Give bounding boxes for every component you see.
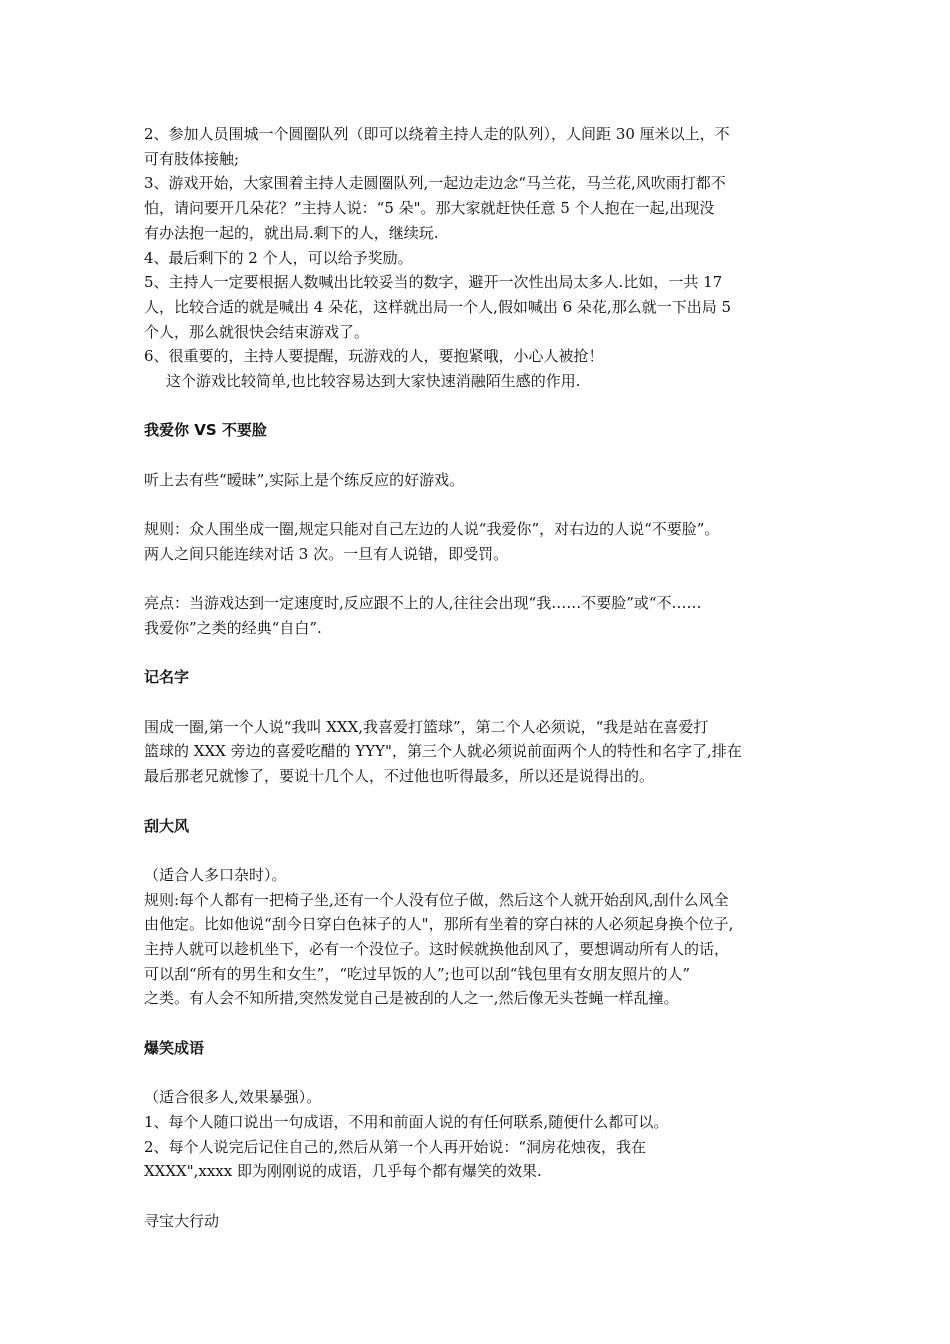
text-line: 3、游戏开始，大家围着主持人走圆圈队列,一起边走边念“马兰花，马兰花,风吹雨打都不 — [144, 174, 726, 193]
text-line: 最后那老兄就惨了，要说十几个人，不过他也听得最多，所以还是说得出的。 — [144, 767, 655, 786]
text-line: 篮球的 XXX 旁边的喜爱吃醋的 YYY"，第三个人就必须说前面两个人的特性和名字了,排在 — [144, 742, 742, 761]
text-line: 可以刮“所有的男生和女生”，“吃过早饭的人”;也可以刮“钱包里有女朋友照片的人” — [144, 964, 691, 983]
section-heading-plain: 寻宝大行动 — [144, 1211, 220, 1230]
text-line: 两人之间只能连续对话 3 次。一旦有人说错，即受罚。 — [144, 544, 509, 563]
text-line: 2、参加人员围城一个圆圈队列（即可以绕着主持人走的队列），人间距 30 厘米以上，不 — [144, 125, 730, 143]
text-line: 4、最后剩下的 2 个人，可以给予奖励。 — [144, 248, 413, 267]
text-line: 2、每个人说完后记住自己的,然后从第一个人再开始说：“洞房花烛夜，我在 — [144, 1137, 646, 1156]
text-line: 这个游戏比较简单,也比较容易达到大家快速消融陌生感的作用. — [166, 372, 581, 391]
section-heading: 记名字 — [144, 668, 190, 687]
text-line: 听上去有些“暧昧”,实际上是个练反应的好游戏。 — [144, 470, 465, 489]
text-line: 我爱你”之类的经典“自白”. — [144, 619, 322, 637]
text-line: 主持人就可以趁机坐下，必有一个没位子。这时候就换他刮风了，要想调动所有人的话， — [144, 940, 730, 959]
text-line: （适合很多人,效果暴强）。 — [144, 1088, 322, 1107]
text-line: 个人，那么就很快会结束游戏了。 — [144, 322, 370, 341]
section-heading: 刮大风 — [144, 816, 190, 835]
text-line: 怕，请问要开几朵花？”主持人说：“5 朵"。那大家就赶快任意 5 个人抱在一起,出现没 — [144, 199, 715, 218]
text-line: 有办法抱一起的，就出局.剩下的人，继续玩. — [144, 223, 439, 242]
text-line: 围成一圈,第一个人说“我叫 XXX,我喜爱打篮球”，第二个人必须说，“我是站在喜爱打 — [144, 717, 709, 736]
text-line: 规则:每个人都有一把椅子坐,还有一个人没有位子做，然后这个人就开始刮风,刮什么风全 — [144, 890, 729, 909]
text-line: 可有肢体接触; — [144, 149, 240, 168]
text-line: 亮点：当游戏达到一定速度时,反应跟不上的人,往往会出现“我……不要脸”或“不…… — [144, 594, 702, 613]
text-line: （适合人多口杂时）。 — [144, 865, 287, 884]
intro-paragraph — [144, 122, 824, 394]
section-heading: 爆笑成语 — [144, 1038, 205, 1057]
text-line: 人，比较合适的就是喊出 4 朵花，这样就出局一个人,假如喊出 6 朵花,那么就一下出局 5 — [144, 297, 732, 316]
text-line: 规则：众人围坐成一圈,规定只能对自己左边的人说“我爱你”，对右边的人说“不要脸”。 — [144, 520, 720, 539]
text-line: 之类。有人会不知所措,突然发觉自己是被刮的人之一,然后像无头苍蝇一样乱撞。 — [144, 989, 679, 1008]
section-heading: 我爱你 VS 不要脸 — [144, 421, 267, 440]
document-body — [144, 122, 824, 1233]
text-line: 5、主持人一定要根据人数喊出比较妥当的数字，避开一次性出局太多人.比如，一共 17 — [144, 273, 723, 292]
text-line: 1、每个人随口说出一句成语，不用和前面人说的有任何联系,随便什么都可以。 — [144, 1112, 669, 1131]
text-line: XXXX",xxxx 即为刚刚说的成语，几乎每个都有爆笑的效果. — [144, 1162, 542, 1181]
text-line: 由他定。比如他说“刮今日穿白色袜子的人"，那所有坐着的穿白袜的人必须起身换个位子, — [144, 915, 734, 934]
text-line: 6、很重要的，主持人要提醒，玩游戏的人，要抱紧哦，小心人被抢！ — [144, 347, 604, 366]
